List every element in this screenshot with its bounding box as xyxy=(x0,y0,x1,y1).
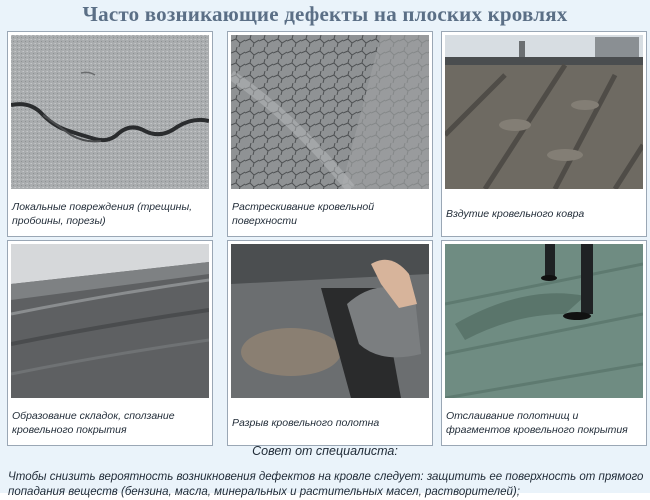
advice-heading: Совет от специалиста: xyxy=(252,444,398,458)
defect-card-blistering xyxy=(441,31,647,237)
page-title: Часто возникающие дефекты на плоских кровлях xyxy=(82,2,568,26)
defect-card-tear xyxy=(227,240,433,446)
peeling-roof-image xyxy=(445,244,643,398)
defect-card-local-damage xyxy=(7,31,213,237)
blistered-roof-image xyxy=(445,35,643,189)
defect-caption: Отслаивание полотнищ и фрагментов кровельного покрытия xyxy=(446,410,628,436)
defect-caption: Образование складок, сползание кровельного покрытия xyxy=(12,410,175,436)
photo-tear xyxy=(231,244,429,398)
defect-caption: Растрескивание кровельной поверхности xyxy=(232,201,375,227)
defect-card-cracking xyxy=(227,31,433,237)
defect-caption: Вздутие кровельного ковра xyxy=(446,208,585,220)
photo-blistering xyxy=(445,35,643,189)
folded-roof-image xyxy=(11,244,209,398)
photo-folds xyxy=(11,244,209,398)
defect-card-peeling xyxy=(441,240,647,446)
cracked-surface-image xyxy=(231,35,429,189)
photo-local-damage xyxy=(11,35,209,189)
cracked-roof-image xyxy=(11,35,209,189)
photo-peeling xyxy=(445,244,643,398)
advice-text: Чтобы снизить вероятность возникновения дефектов на кровле следует: защитить ее поверхность от прямого попадания веществ (бензина, масла, минеральных и растительных масел, растворителей); xyxy=(8,471,644,498)
defect-card-folds xyxy=(7,240,213,446)
photo-cracking xyxy=(231,35,429,189)
defect-caption: Локальные повреждения (трещины, пробоины, порезы) xyxy=(12,201,193,227)
defect-caption: Разрыв кровельного полотна xyxy=(232,417,380,429)
torn-membrane-image xyxy=(231,244,429,398)
